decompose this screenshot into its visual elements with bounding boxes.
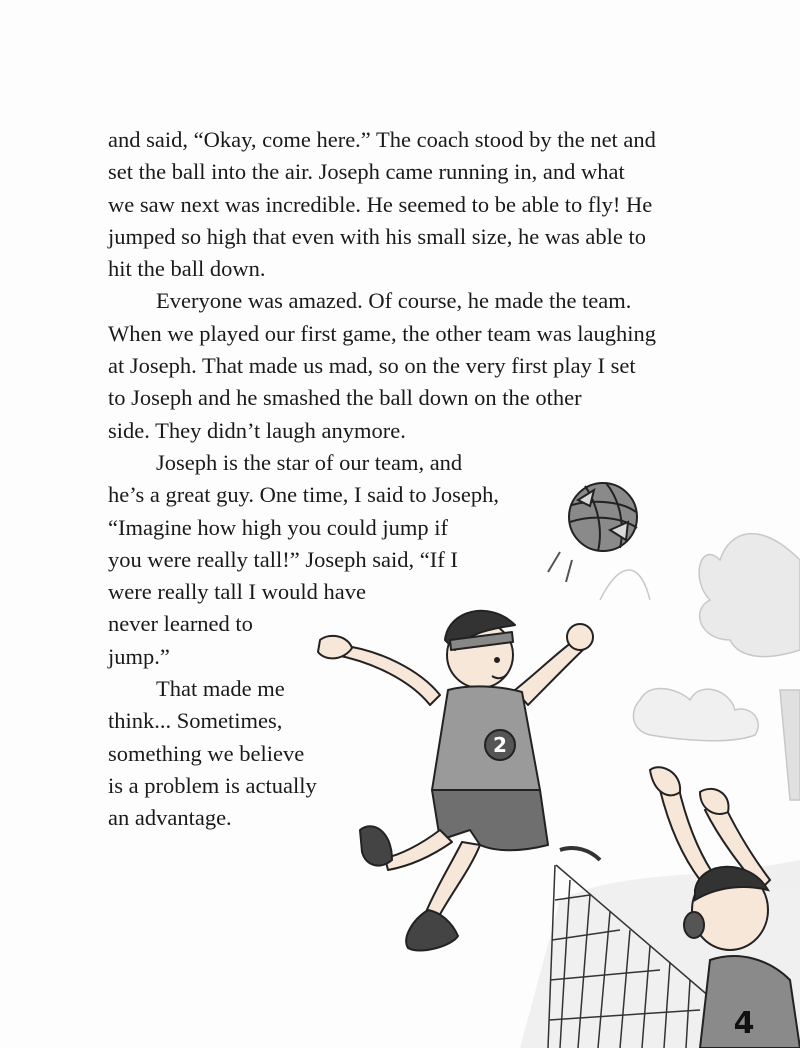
story-line: set the ball into the air. Joseph came running in, and what (108, 159, 625, 185)
page-number: 4 (733, 1006, 755, 1041)
story-line: is a problem is actually (108, 772, 317, 798)
story-line: we saw next was incredible. He seemed to be able to fly! He (108, 191, 653, 217)
story-line: and said, “Okay, come here.” The coach stood by the net and (108, 127, 656, 152)
story-line: to Joseph and he smashed the ball down on the other (108, 385, 582, 411)
story-line: “Imagine how high you could jump if (108, 514, 448, 540)
story-line: never learned to (108, 611, 253, 637)
story-line: Everyone was amazed. Of course, he made the team. (156, 288, 632, 314)
story-text (108, 124, 718, 835)
story-line: hit the ball down. (108, 256, 266, 282)
story-line: Joseph is the star of our team, and (156, 449, 463, 475)
story-line: at Joseph. That made us mad, so on the very first play I set (108, 353, 636, 379)
story-line: jumped so high that even with his small size, he was able to (108, 223, 647, 249)
story-line: side. They didn’t laugh anymore. (108, 417, 406, 443)
story-line: think... Sometimes, (108, 708, 283, 734)
story-line: he’s a great guy. One time, I said to Joseph, (108, 482, 499, 508)
story-line: something we believe (108, 740, 305, 766)
story-line: were really tall I would have (108, 579, 367, 605)
story-line: When we played our first game, the other team was laughing (108, 320, 656, 346)
story-line: That made me (156, 676, 285, 702)
jersey-number: 2 (493, 733, 507, 757)
story-line: an advantage. (108, 805, 232, 831)
story-line: jump.” (108, 643, 170, 669)
story-line: you were really tall!” Joseph said, “If I (108, 546, 458, 572)
